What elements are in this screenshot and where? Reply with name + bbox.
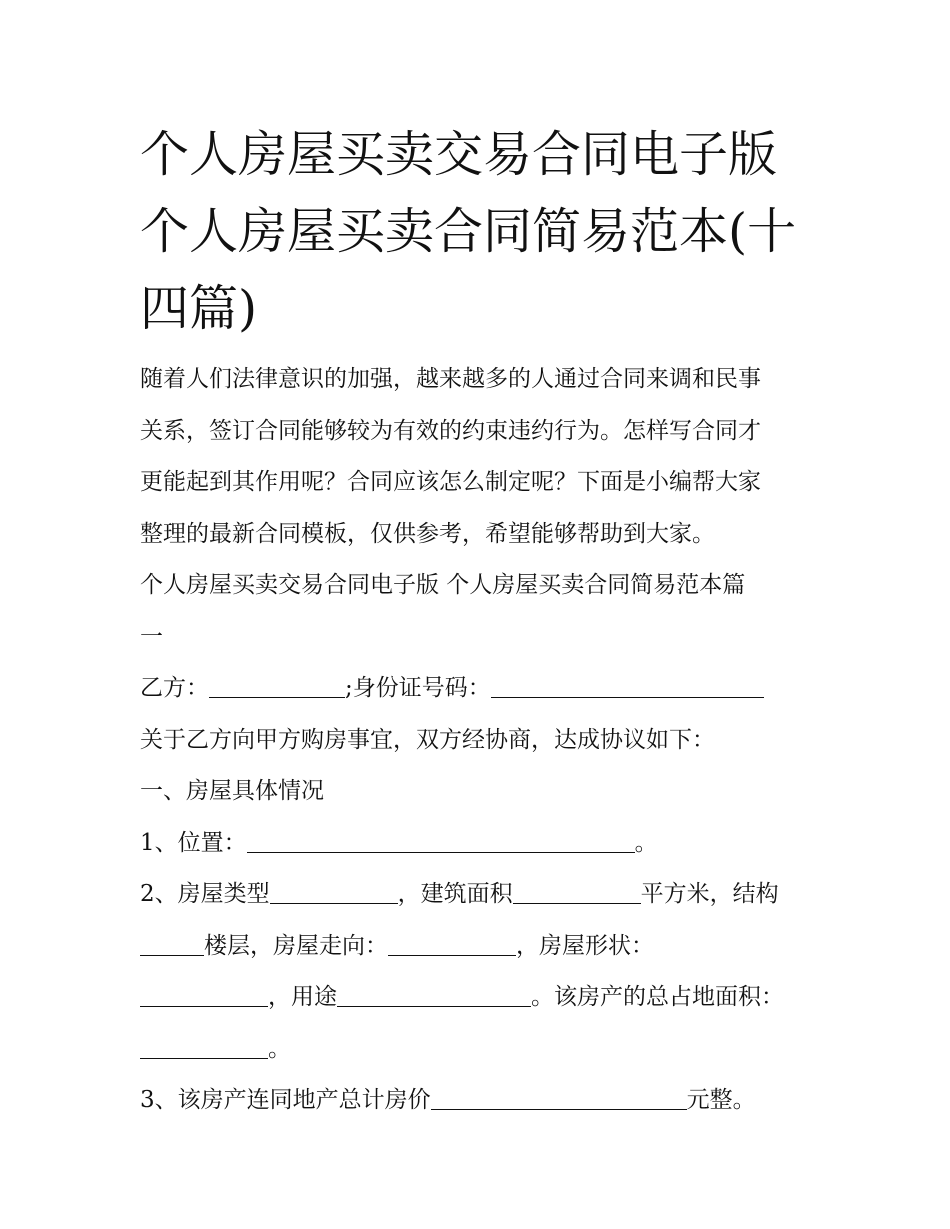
item-2-floor-label: 楼层，房屋走向： — [204, 932, 388, 959]
item-2-label: 2、房屋类型 — [140, 881, 270, 907]
section-heading-line-2: 一 — [140, 623, 163, 650]
item-2-line-4 — [140, 1024, 830, 1076]
item-3-end: 元整。 — [686, 1087, 756, 1113]
item-2-end: 。 — [268, 1035, 291, 1062]
item-2-total-area-label: 。该房产的总占地面积： — [531, 984, 784, 1010]
location-blank[interactable] — [247, 832, 635, 853]
party-b-id-blank[interactable] — [491, 677, 764, 698]
party-b-id-label: ;身份证号码： — [345, 675, 491, 701]
item-3-line — [140, 1075, 830, 1127]
agreement-text: 关于乙方向甲方购房事宜，双方经协商，达成协议如下： — [140, 726, 715, 753]
party-b-label: 乙方： — [140, 675, 209, 701]
intro-line-4: 整理的最新合同模板，仅供参考，希望能够帮助到大家。 — [140, 520, 715, 547]
item-1-line — [140, 818, 830, 870]
party-b-name-blank[interactable] — [209, 677, 345, 698]
total-price-blank[interactable] — [431, 1089, 687, 1110]
party-b-line — [140, 663, 830, 715]
item-2-unit-label: 平方米，结构 — [640, 881, 779, 907]
orientation-blank[interactable] — [388, 935, 516, 956]
house-type-blank[interactable] — [270, 883, 398, 904]
title-line-3: 四篇) — [140, 280, 258, 337]
document-body — [140, 354, 830, 1127]
item-1-end: 。 — [634, 829, 658, 856]
item-2-area-label: ，建筑面积 — [397, 881, 513, 907]
total-area-blank[interactable] — [140, 1038, 268, 1059]
document-title — [140, 116, 820, 347]
item-2-line-2 — [140, 921, 830, 973]
intro-line-2: 关系，签订合同能够较为有效的约束违约行为。怎样写合同才 — [140, 417, 761, 444]
item-2-shape-label: ，房屋形状： — [516, 932, 654, 959]
title-line-1: 个人房屋买卖交易合同电子版 — [140, 126, 778, 183]
item-1-label: 1、位置： — [140, 829, 247, 856]
structure-blank[interactable] — [140, 935, 204, 956]
intro-line-1: 随着人们法律意识的加强，越来越多的人通过合同来调和民事 — [140, 366, 761, 392]
building-area-blank[interactable] — [513, 883, 641, 904]
item-2-usage-label: ，用途 — [268, 984, 337, 1010]
item-3-label: 3、该房产连同地产总计房价 — [140, 1087, 431, 1113]
item-2-line-3 — [140, 972, 830, 1024]
title-line-2: 个人房屋买卖合同简易范本(十 — [140, 203, 797, 260]
shape-blank[interactable] — [140, 986, 268, 1007]
section-heading-line-1: 个人房屋买卖交易合同电子版 个人房屋买卖合同简易范本篇 — [140, 572, 746, 598]
item-2-line-1 — [140, 869, 830, 921]
section-1-title: 一、房屋具体情况 — [140, 778, 324, 804]
usage-blank[interactable] — [337, 986, 531, 1007]
intro-line-3: 更能起到其作用呢？合同应该怎么制定呢？下面是小编帮大家 — [140, 469, 761, 495]
